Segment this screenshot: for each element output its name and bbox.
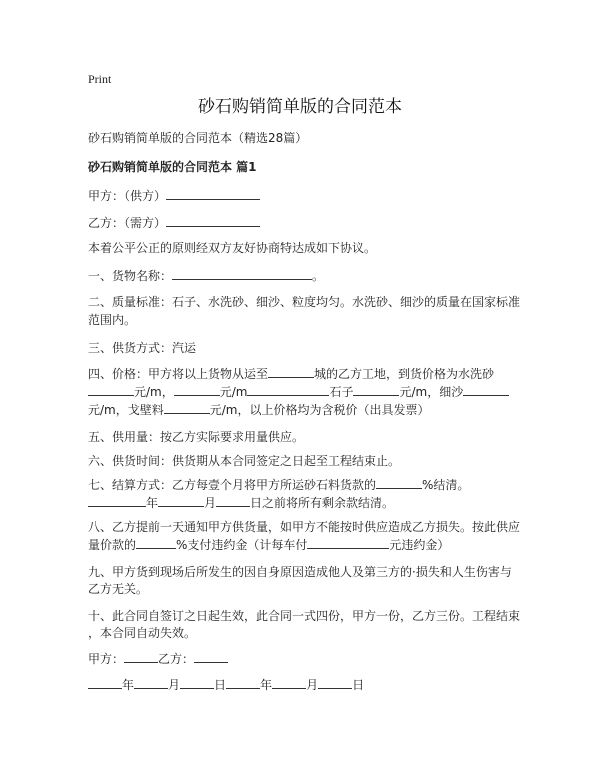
clause-text: 元/m，细沙 [399, 385, 464, 399]
blank [180, 676, 214, 689]
clause-text: 范围内。 [88, 313, 137, 327]
clause-5: 五、供用量：按乙方实际要求用量供应。 [88, 430, 305, 444]
party-a-label: 甲方：（供方） [88, 189, 167, 203]
signature-line [88, 650, 228, 668]
print-label[interactable]: Print [88, 72, 112, 86]
blank [463, 383, 509, 396]
month-label: 月 [168, 678, 181, 692]
clause-text: 乙方无关。 [88, 582, 149, 596]
clause-text: 九、甲方货到现场后所发生的因自身原因造成他人及第三方的·损失和人生伤害与 [88, 565, 512, 579]
clause-text: 石子 [329, 385, 354, 399]
clause-1 [88, 267, 324, 285]
clause-text: 二、质量标准：石子、水洗砂、细沙、粒度均匀。水洗砂、细沙的质量在国家标准 [88, 295, 521, 309]
clause-4 [88, 365, 509, 419]
blank [164, 401, 210, 414]
blank [247, 383, 329, 396]
subtitle: 砂石购销简单版的合同范本（精选28篇） [88, 131, 308, 145]
blank [268, 365, 314, 378]
clause-text: 元/m [219, 385, 248, 399]
blank [353, 383, 399, 396]
clause-text: 量价款的 [88, 538, 137, 552]
blank [158, 494, 204, 507]
party-b-label: 乙方：（需方） [88, 216, 167, 230]
party-a-sign-label: 甲方： [88, 652, 125, 666]
clause-text: ，本合同自动失效。 [88, 626, 197, 640]
clause-text: 十、此合同自签订之日起生效，此合同一式四份，甲方一份，乙方三份。工程结束 [88, 609, 521, 623]
day-label: 日 [352, 678, 365, 692]
blank [88, 383, 134, 396]
clause-text: 八、乙方提前一天通知甲方供货量，如甲方不能按时供应造成乙方损失。按此供应 [88, 520, 521, 534]
blank [136, 536, 176, 549]
blank [124, 650, 158, 663]
blank [307, 536, 389, 549]
clause-text: 年 [146, 496, 159, 510]
clause-text: 元违约金） [389, 538, 450, 552]
blank [166, 214, 260, 227]
clause-text: %支付违约金（计每车付 [176, 538, 308, 552]
year-label: 年 [260, 678, 273, 692]
month-label: 月 [306, 678, 319, 692]
clause-text: 元/m，戈壁料 [88, 403, 164, 417]
clause-text: 月 [204, 496, 217, 510]
blank [88, 494, 146, 507]
date-line [88, 676, 364, 694]
blank [172, 267, 312, 280]
blank [166, 187, 260, 200]
section-heading: 砂石购销简单版的合同范本 篇1 [88, 160, 257, 174]
party-b-sign-label: 乙方： [158, 652, 195, 666]
clause-6: 六、供货时间：供货期从本合同签定之日起至工程结束止。 [88, 454, 401, 468]
clause-text: 。 [312, 269, 325, 283]
clause-text: %结清。 [422, 478, 470, 492]
blank [174, 383, 220, 396]
blank [376, 476, 422, 489]
clause-8 [88, 519, 520, 554]
day-label: 日 [214, 678, 227, 692]
blank [194, 650, 228, 663]
blank [226, 676, 260, 689]
party-a-line [88, 187, 260, 205]
clause-7 [88, 476, 469, 512]
clause-text: 四、价格：甲方将以上货物从运至 [88, 367, 269, 381]
clause-text: 元/m， [134, 385, 174, 399]
party-b-line [88, 214, 260, 232]
clause-9 [88, 564, 512, 598]
clause-text: 一、货物名称： [88, 269, 173, 283]
blank [88, 676, 122, 689]
blank [216, 494, 250, 507]
clause-2 [88, 293, 520, 329]
clause-text: 日之前将所有剩余款结清。 [250, 496, 395, 510]
intro: 本着公平公正的原则经双方友好协商特达成如下协议。 [88, 241, 377, 255]
clause-text: 城的乙方工地，到货价格为水洗砂 [314, 367, 495, 381]
page-title: 砂石购销简单版的合同范本 [198, 97, 402, 117]
clause-text: 元/m，以上价格均为含税价（出具发票） [209, 403, 430, 417]
blank [272, 676, 306, 689]
year-label: 年 [122, 678, 135, 692]
clause-10 [88, 608, 520, 642]
clause-text: 七、结算方式：乙方每壹个月将甲方所运砂石料货款的 [88, 478, 377, 492]
blank [134, 676, 168, 689]
blank [318, 676, 352, 689]
clause-3: 三、供货方式：汽运 [88, 341, 197, 355]
